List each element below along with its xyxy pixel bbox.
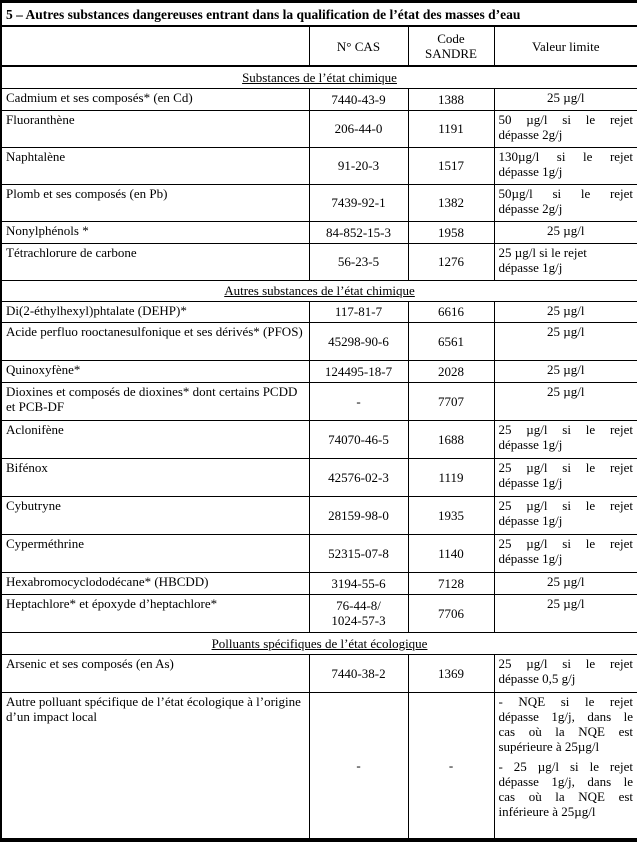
sandre-code-cell: 1517 <box>408 147 494 184</box>
cas-number-cell <box>309 301 408 322</box>
limit-value-cell <box>494 184 637 221</box>
sandre-code-cell: 1191 <box>408 110 494 147</box>
sandre-code-cell: 1382 <box>408 184 494 221</box>
cas-number-cell <box>309 382 408 420</box>
limit-value-cell <box>494 110 637 147</box>
section-row <box>1 280 637 301</box>
table-row <box>1 301 637 322</box>
table-row <box>1 420 637 458</box>
sandre-code-cell: 1369 <box>408 654 494 692</box>
cas-number-cell <box>309 496 408 534</box>
substance-name-cell: Cybutryne <box>1 496 309 534</box>
limit-value-line: 50µg/l si le rejet <box>498 185 634 201</box>
table-row <box>1 382 637 420</box>
limit-value-line: 25 µg/l si le rejet <box>498 535 634 551</box>
sandre-code-cell: 2028 <box>408 360 494 382</box>
sandre-code-cell: 1276 <box>408 243 494 280</box>
limit-value-cell <box>494 572 637 594</box>
section-row <box>1 632 637 654</box>
limit-value-cell <box>494 654 637 692</box>
cas-number-line: 42576-02-3 <box>328 469 389 485</box>
cas-number-line: 45298-90-6 <box>328 333 389 349</box>
table-body <box>1 66 637 840</box>
sandre-code-cell: 7707 <box>408 382 494 420</box>
limit-value-line: dépasse 2g/j <box>498 200 563 216</box>
sandre-code-cell: 1119 <box>408 458 494 496</box>
limit-value-line: 25 µg/l <box>547 323 585 339</box>
limit-value-cell <box>494 594 637 632</box>
table-row <box>1 496 637 534</box>
column-header-cas: N° CAS <box>309 26 408 66</box>
limit-value-line: 25 µg/l si le rejet <box>498 421 634 437</box>
limit-value-line: 25 µg/l si le rejet <box>498 497 634 513</box>
table-row <box>1 184 637 221</box>
cas-number-line: 91-20-3 <box>337 158 380 173</box>
section-label <box>1 632 637 654</box>
limit-value-line: dépasse 1g/j <box>498 550 563 566</box>
limit-value-cell <box>494 221 637 243</box>
limit-value-cell <box>494 360 637 382</box>
table-row <box>1 534 637 572</box>
substance-name-cell: Bifénox <box>1 458 309 496</box>
table-row <box>1 572 637 594</box>
cas-number-line: 56-23-5 <box>337 254 380 269</box>
substance-name-cell: Aclonifène <box>1 420 309 458</box>
limit-value-line: inférieure à 25µg/l <box>498 803 596 819</box>
table-row <box>1 110 637 147</box>
substance-name-cell: Nonylphénols * <box>1 221 309 243</box>
substance-name-cell: Plomb et ses composés (en Pb) <box>1 184 309 221</box>
cas-number-cell <box>309 110 408 147</box>
column-header-substance <box>1 26 309 66</box>
cas-number-cell <box>309 184 408 221</box>
sandre-code-cell: 1140 <box>408 534 494 572</box>
substance-name-cell: Heptachlore* et époxyde d’heptachlore* <box>1 594 309 632</box>
limit-value-line: 25 µg/l <box>547 361 585 377</box>
limit-value-cell <box>494 301 637 322</box>
limit-value-line: dépasse 0,5 g/j <box>498 670 576 686</box>
section-row <box>1 66 637 88</box>
cas-number-cell <box>309 594 408 632</box>
limit-value-cell <box>494 322 637 360</box>
table-row <box>1 692 637 840</box>
limit-value-line: supérieure à 25µg/l <box>498 738 600 754</box>
cas-number-line: 52315-07-8 <box>328 545 389 561</box>
cas-number-line: 28159-98-0 <box>328 507 389 523</box>
limit-value-line: 25 µg/l <box>547 89 585 105</box>
table-title-row <box>1 2 637 27</box>
limit-value-cell <box>494 243 637 280</box>
substance-name-cell: Fluoranthène <box>1 110 309 147</box>
limit-value-line: 25 µg/l si le rejet <box>498 655 634 671</box>
substance-name-cell: Di(2-éthylhexyl)phtalate (DEHP)* <box>1 301 309 322</box>
cas-number-cell <box>309 88 408 110</box>
limit-value-line: cas où la NQE est <box>498 788 634 804</box>
column-header-row <box>1 26 637 66</box>
table-row <box>1 147 637 184</box>
column-header-limit: Valeur limite <box>494 26 637 66</box>
table-row <box>1 243 637 280</box>
cas-number-cell <box>309 420 408 458</box>
limit-value-line: 25 µg/l <box>547 383 585 399</box>
limit-value-line: dépasse 1g/j <box>498 474 563 490</box>
limit-value-line: 25 µg/l <box>547 573 585 589</box>
limit-value-line: 25 µg/l <box>547 302 585 318</box>
cas-number-cell <box>309 221 408 243</box>
table-row <box>1 594 637 632</box>
table-row <box>1 88 637 110</box>
sandre-code-cell: 1935 <box>408 496 494 534</box>
cas-number-line: 7439-92-1 <box>331 195 386 210</box>
cas-number-line: 206-44-0 <box>334 121 383 136</box>
sandre-code-cell: 1688 <box>408 420 494 458</box>
table-row <box>1 458 637 496</box>
substance-name-cell: Autre polluant spécifique de l’état écologique à l’origine d’un impact local <box>1 692 309 840</box>
section-label <box>1 66 637 88</box>
limit-value-line: dépasse 1g/j <box>498 259 563 275</box>
limit-value-line: - NQE si le rejet <box>498 693 634 709</box>
cas-number-line: 1024-57-3 <box>331 613 386 628</box>
cas-number-cell <box>309 147 408 184</box>
section-label-text: Autres substances de l’état chimique <box>224 283 415 298</box>
table-row <box>1 221 637 243</box>
substance-name-cell: Acide perfluo rooctanesulfonique et ses dérivés* (PFOS) <box>1 322 309 360</box>
substance-name-cell: Dioxines et composés de dioxines* dont certains PCDD et PCB-DF <box>1 382 309 420</box>
table-row <box>1 360 637 382</box>
cas-number-cell <box>309 458 408 496</box>
substance-name-cell: Quinoxyfène* <box>1 360 309 382</box>
substance-name-cell: Cadmium et ses composés* (en Cd) <box>1 88 309 110</box>
cas-number-line: 74070-46-5 <box>328 431 389 447</box>
cas-number-cell <box>309 243 408 280</box>
limit-value-line: dépasse 2g/j <box>498 126 563 142</box>
section-label-text: Polluants spécifiques de l’état écologique <box>211 635 428 651</box>
limit-value-cell <box>494 382 637 420</box>
substance-name-cell: Naphtalène <box>1 147 309 184</box>
sandre-code-cell: 1388 <box>408 88 494 110</box>
limit-value-line: 25 µg/l si le rejet <box>498 459 634 475</box>
sandre-code-cell: 7128 <box>408 572 494 594</box>
table-title: 5 – Autres substances dangereuses entrant dans la qualification de l’état des masses d’eau <box>1 2 637 27</box>
cas-number-line: - <box>356 393 361 409</box>
limit-value-line: dépasse 1g/j <box>498 163 563 179</box>
limit-value-line: 25 µg/l <box>547 595 585 611</box>
cas-number-line: - <box>356 757 361 773</box>
section-label-text: Substances de l’état chimique <box>242 69 397 85</box>
limit-value-cell <box>494 458 637 496</box>
limit-value-cell <box>494 88 637 110</box>
cas-number-cell <box>309 322 408 360</box>
cas-number-line: 7440-38-2 <box>331 665 386 681</box>
sandre-code-cell: 7706 <box>408 594 494 632</box>
limit-value-line: dépasse 1g/j <box>498 436 563 452</box>
table-row <box>1 654 637 692</box>
limit-value-line: - 25 µg/l si le rejet <box>498 758 634 774</box>
limit-value-line: dépasse 1g/j, dans le <box>498 773 634 789</box>
substance-name-cell: Cyperméthrine <box>1 534 309 572</box>
limit-value-cell <box>494 534 637 572</box>
section-label <box>1 280 637 301</box>
table-row <box>1 322 637 360</box>
limit-value-line: 25 µg/l <box>547 222 585 238</box>
limit-value-line: 130µg/l si le rejet <box>498 148 634 164</box>
limit-value-cell <box>494 496 637 534</box>
substance-name-cell: Arsenic et ses composés (en As) <box>1 654 309 692</box>
limit-value-line: 50 µg/l si le rejet <box>498 111 634 127</box>
cas-number-line: 7440-43-9 <box>331 91 386 107</box>
cas-number-cell <box>309 654 408 692</box>
limit-value-cell <box>494 692 637 840</box>
limit-value-line: dépasse 1g/j <box>498 512 563 528</box>
sandre-code-cell: 6616 <box>408 301 494 322</box>
sandre-code-cell: 6561 <box>408 322 494 360</box>
cas-number-line: 84-852-15-3 <box>326 224 391 240</box>
limit-value-line: dépasse 1g/j, dans le <box>498 708 634 724</box>
cas-number-cell <box>309 692 408 840</box>
cas-number-cell <box>309 534 408 572</box>
sandre-code-cell: - <box>408 692 494 840</box>
cas-number-cell <box>309 572 408 594</box>
limit-value-cell <box>494 147 637 184</box>
cas-number-cell <box>309 360 408 382</box>
limit-value-cell <box>494 420 637 458</box>
substance-name-cell: Hexabromocyclododécane* (HBCDD) <box>1 572 309 594</box>
column-header-sandre: Code SANDRE <box>408 26 494 66</box>
limit-value-line: 25 µg/l si le rejet <box>498 244 587 260</box>
cas-number-line: 117-81-7 <box>334 304 383 319</box>
substance-name-cell: Tétrachlorure de carbone <box>1 243 309 280</box>
sandre-code-cell: 1958 <box>408 221 494 243</box>
limit-value-line: cas où la NQE est <box>498 723 634 739</box>
cas-number-line: 3194-55-6 <box>331 575 386 591</box>
cas-number-line: 76-44-8/ <box>336 598 381 613</box>
cas-number-line: 124495-18-7 <box>324 363 393 379</box>
